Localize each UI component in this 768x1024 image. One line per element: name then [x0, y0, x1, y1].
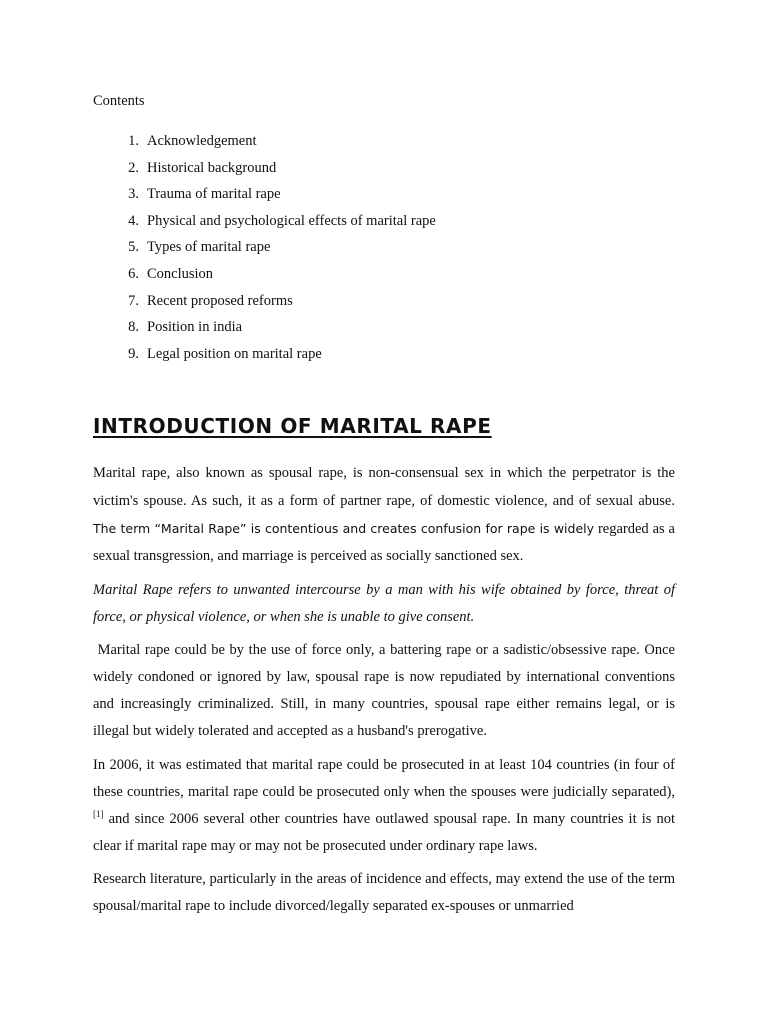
- toc-item-label: Trauma of marital rape: [147, 186, 281, 203]
- toc-item: [93, 263, 436, 290]
- toc-item-number: 9.: [128, 345, 139, 362]
- paragraph-text: and since 2006 several other countries have outlawed spousal rape. In many countries it is not clear if marital rape may or may not be prosecuted under ordinary rape laws.: [93, 810, 675, 854]
- toc-item-number: 8.: [128, 319, 139, 336]
- toc-item-label: Legal position on marital rape: [147, 345, 322, 362]
- toc-item-number: 4.: [128, 212, 139, 229]
- footnote-reference[interactable]: [1]: [93, 808, 104, 819]
- toc-item-number: 2.: [128, 159, 139, 176]
- paragraph-text: Marital rape, also known as spousal rape, is non-consensual sex in which the perpetrator is the victim's spouse. As such, it as a form of partner rape, of domestic violence, and of sexual abuse.: [93, 465, 675, 509]
- toc-item-number: 3.: [128, 186, 139, 203]
- toc-item-number: 5.: [128, 239, 139, 256]
- table-of-contents: [93, 130, 436, 369]
- toc-item: [93, 316, 436, 343]
- toc-item-label: Types of marital rape: [147, 239, 271, 256]
- definition-paragraph: Marital Rape refers to unwanted intercourse by a man with his wife obtained by force, threat of force, or physical violence, or when she is unable to give consent.: [93, 581, 675, 625]
- paragraph-text: The term “Marital Rape” is contentious and creates confusion for rape is widely: [93, 521, 595, 536]
- toc-item-number: 6.: [128, 265, 139, 282]
- toc-item-label: Recent proposed reforms: [147, 292, 293, 309]
- paragraph: Marital rape could be by the use of force only, a battering rape or a sadistic/obsessive rape. Once widely condoned or ignored by law, spousal rape is now repudiated by international conventions and increasingly criminalized. Still, in many countries, spousal rape either remains legal, or is illegal but widely tolerated and accepted as a husband's prerogative.: [93, 642, 675, 739]
- paragraph: Research literature, particularly in the areas of incidence and effects, may extend the use of the term spousal/marital rape to include divorced/legally separated ex-spouses or unmarried: [93, 871, 675, 914]
- toc-item: [93, 290, 436, 317]
- body-text: [93, 460, 675, 927]
- toc-item: [93, 210, 436, 237]
- contents-title: Contents: [93, 93, 145, 109]
- toc-item: [93, 157, 436, 184]
- toc-item: [93, 343, 436, 370]
- toc-item-label: Position in india: [147, 319, 243, 336]
- toc-item-label: Acknowledgement: [147, 133, 257, 149]
- toc-item-label: Conclusion: [147, 265, 214, 282]
- paragraph: [93, 460, 675, 570]
- toc-item-number: 1.: [128, 133, 139, 149]
- toc-item: [93, 236, 436, 263]
- toc-item-label: Historical background: [147, 159, 277, 176]
- toc-item-label: Physical and psychological effects of marital rape: [147, 212, 436, 229]
- toc-item-number: 7.: [128, 292, 139, 309]
- paragraph-text: regarded as a sexual transgression, and marriage is perceived as socially sanctioned sex.: [93, 521, 675, 564]
- toc-item: [93, 183, 436, 210]
- paragraph-text: In 2006, it was estimated that marital rape could be prosecuted in at least 104 countries (in four of these countries, marital rape could be prosecuted only when the spouses were judicially separated),: [93, 756, 675, 800]
- paragraph: [93, 752, 675, 860]
- toc-item: [93, 130, 436, 157]
- section-heading: INTRODUCTION OF MARITAL RAPE: [93, 414, 492, 438]
